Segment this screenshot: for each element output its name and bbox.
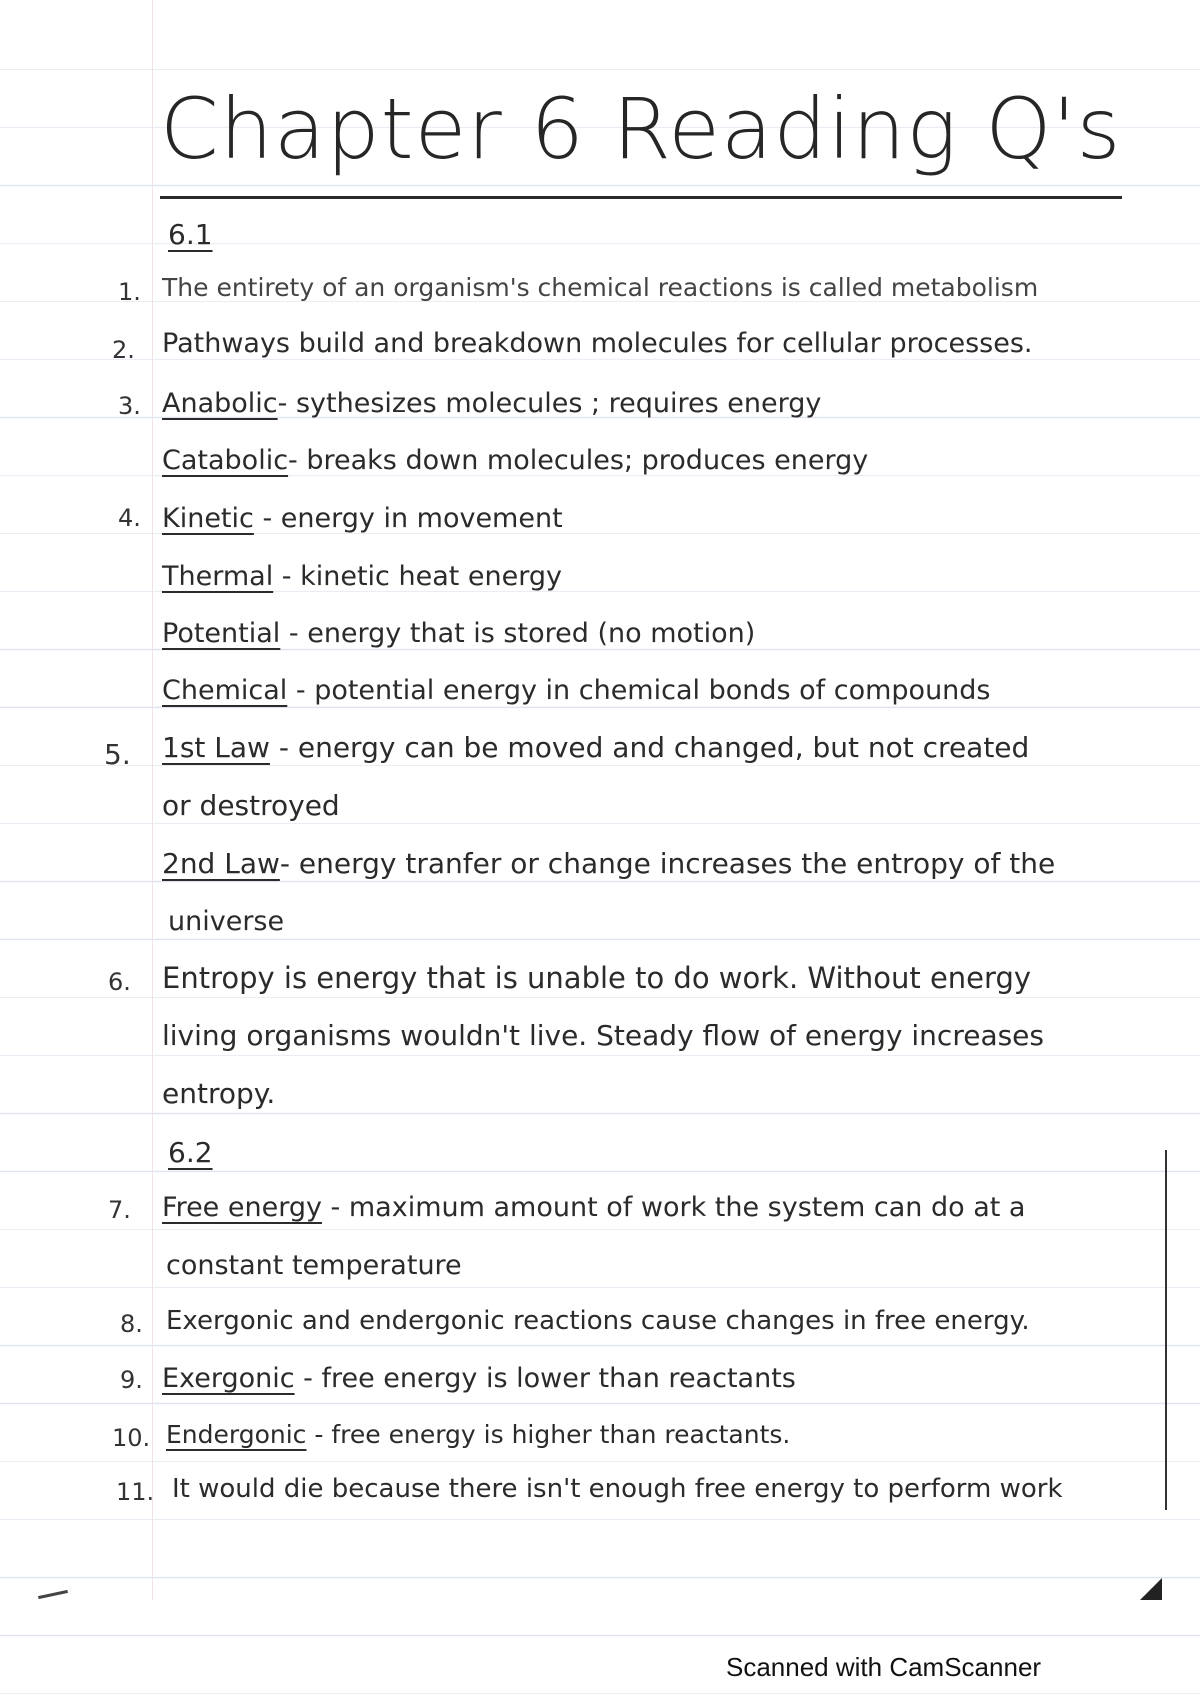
- term: Potential: [162, 618, 281, 649]
- answer-line: or destroyed: [162, 789, 340, 822]
- title-underline: [160, 196, 1122, 199]
- answer-number: 7.: [108, 1196, 131, 1224]
- term: Endergonic: [166, 1420, 307, 1449]
- answer-line: [162, 390, 821, 417]
- term: Catabolic: [162, 445, 289, 476]
- answer-line: [162, 1194, 1025, 1221]
- answer-line: Entropy is energy that is unable to do work. Without energy: [162, 961, 1032, 995]
- answer-number: 5.: [104, 738, 131, 771]
- answer-number: 3.: [118, 392, 141, 420]
- definition: - sythesizes molecules ; requires energy: [277, 388, 822, 419]
- answer-line: It would die because there isn't enough free energy to perform work: [172, 1474, 1063, 1504]
- answer-line: [162, 620, 755, 647]
- term: Kinetic: [162, 503, 254, 534]
- answer-number: 10.: [112, 1424, 151, 1452]
- definition: - energy that is stored (no motion): [280, 618, 756, 649]
- definition: - energy in movement: [253, 503, 563, 534]
- answer-line: constant temperature: [166, 1250, 462, 1281]
- definition: - breaks down molecules; produces energy: [288, 445, 869, 476]
- definition: - maximum amount of work the system can do at a: [321, 1192, 1026, 1223]
- definition: - kinetic heat energy: [273, 561, 563, 592]
- term: Exergonic: [162, 1363, 295, 1394]
- answer-line: living organisms wouldn't live. Steady flow of energy increases: [162, 1019, 1044, 1052]
- answer-line: [162, 731, 1030, 764]
- term: 1st Law: [162, 731, 270, 764]
- term: Thermal: [162, 561, 274, 592]
- term: 2nd Law: [162, 847, 280, 880]
- answer-line: [162, 1365, 796, 1392]
- answer-line: [162, 447, 868, 474]
- answer-number: 2.: [112, 336, 135, 364]
- answer-line: The entirety of an organism's chemical reactions is called metabolism: [162, 273, 1039, 302]
- answer-number: 11.: [116, 1478, 155, 1506]
- answer-number: 4.: [118, 504, 141, 532]
- answer-line: [166, 1422, 790, 1447]
- scan-corner-mark: [1140, 1578, 1162, 1600]
- definition: - free energy is lower than reactants: [294, 1363, 796, 1394]
- scanner-watermark: Scanned with CamScanner: [726, 1652, 1042, 1682]
- definition: - potential energy in chemical bonds of compounds: [287, 675, 991, 706]
- answer-line: Exergonic and endergonic reactions cause changes in free energy.: [166, 1306, 1030, 1336]
- answer-line: [162, 563, 562, 590]
- definition: - energy tranfer or change increases the entropy of the: [279, 847, 1056, 880]
- answer-number: 9.: [120, 1366, 143, 1394]
- right-margin-rule: [1165, 1150, 1167, 1510]
- section-heading-6-1: 6.1: [168, 218, 213, 251]
- term: Free energy: [162, 1192, 322, 1223]
- answer-line: universe: [168, 906, 285, 937]
- term: Chemical: [162, 675, 288, 706]
- answer-line: Pathways build and breakdown molecules for cellular processes.: [162, 328, 1033, 359]
- definition: - free energy is higher than reactants.: [306, 1420, 791, 1449]
- section-heading-6-2: 6.2: [168, 1136, 213, 1169]
- answer-line: [162, 847, 1056, 880]
- answer-number: 6.: [108, 968, 131, 996]
- scan-edge-mark: [38, 1590, 68, 1599]
- answer-number: 1.: [118, 278, 141, 306]
- answer-line: [162, 677, 991, 704]
- answer-line: [162, 505, 563, 532]
- term: Anabolic: [162, 388, 278, 419]
- definition: - energy can be moved and changed, but not created: [269, 731, 1030, 764]
- answer-number: 8.: [120, 1310, 143, 1338]
- margin-line: [152, 0, 153, 1600]
- page-title: Chapter 6 Reading Q's: [160, 80, 1122, 178]
- answer-line: entropy.: [162, 1077, 276, 1110]
